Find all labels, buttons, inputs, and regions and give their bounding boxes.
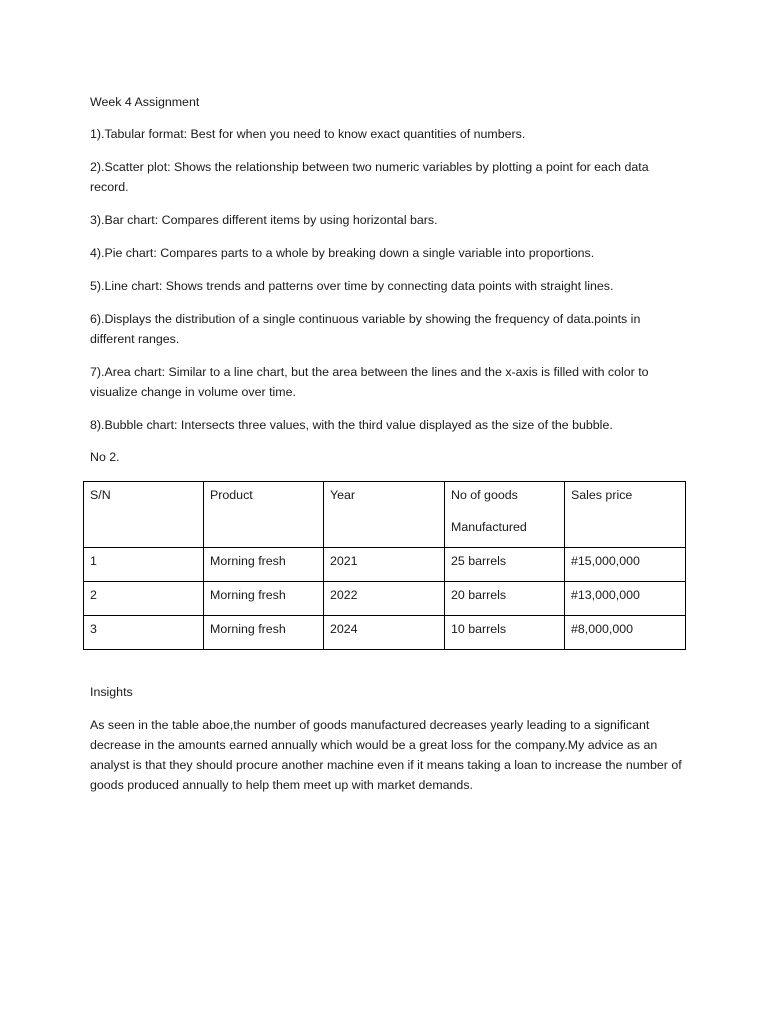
table-cell: 2: [84, 582, 204, 616]
table-cell: Morning fresh: [204, 582, 324, 616]
table-cell: 3: [84, 616, 204, 650]
table-cell: #8,000,000: [565, 616, 686, 650]
document-page: [90, 92, 684, 795]
table-cell: Morning fresh: [204, 616, 324, 650]
list-item: 8).Bubble chart: Intersects three values, with the third value displayed as the size of the bubble.: [90, 418, 613, 432]
table-cell: 1: [84, 548, 204, 582]
insights-paragraph: As seen in the table aboe,the number of goods manufactured decreases yearly leading to a significant decrease in the amounts earned annually which would be a great loss for the company.My advice as an analyst is that they should procure another machine even if it means taking a loan to increase the number of goods produced annually to help them meet up with market demands.: [90, 718, 682, 792]
sales-table: [83, 481, 686, 650]
table-cell: 2021: [324, 548, 445, 582]
document-title: Week 4 Assignment: [90, 95, 200, 109]
insights-heading: Insights: [90, 685, 133, 699]
table-cell: #13,000,000: [565, 582, 686, 616]
list-item: 2).Scatter plot: Shows the relationship between two numeric variables by plotting a point for each data record.: [90, 160, 649, 194]
table-cell: 2022: [324, 582, 445, 616]
list-item: 3).Bar chart: Compares different items by using horizontal bars.: [90, 213, 438, 227]
table-cell: #15,000,000: [565, 548, 686, 582]
table-row: [84, 582, 686, 616]
section-label: No 2.: [90, 450, 120, 464]
list-item: 1).Tabular format: Best for when you need to know exact quantities of numbers.: [90, 127, 526, 141]
table-header-cell: Year: [324, 482, 445, 548]
table-header-cell: S/N: [84, 482, 204, 548]
table-header-cell: Product: [204, 482, 324, 548]
table-cell: Morning fresh: [204, 548, 324, 582]
list-item: 7).Area chart: Similar to a line chart, but the area between the lines and the x-axis is filled with color to visualize change in volume over time.: [90, 365, 649, 399]
list-item: 4).Pie chart: Compares parts to a whole by breaking down a single variable into proportions.: [90, 246, 595, 260]
table-cell: 10 barrels: [445, 616, 565, 650]
table-row: [84, 548, 686, 582]
table-cell: 20 barrels: [445, 582, 565, 616]
table-header-cell: No of goods Manufactured: [445, 482, 565, 548]
table-cell: 2024: [324, 616, 445, 650]
table-row: [84, 616, 686, 650]
table-header-cell: Sales price: [565, 482, 686, 548]
table-header-row: [84, 482, 686, 548]
list-item: 5).Line chart: Shows trends and patterns over time by connecting data points with straight lines.: [90, 279, 614, 293]
table-cell: 25 barrels: [445, 548, 565, 582]
list-item: 6).Displays the distribution of a single continuous variable by showing the frequency of data.points in different ranges.: [90, 312, 641, 346]
